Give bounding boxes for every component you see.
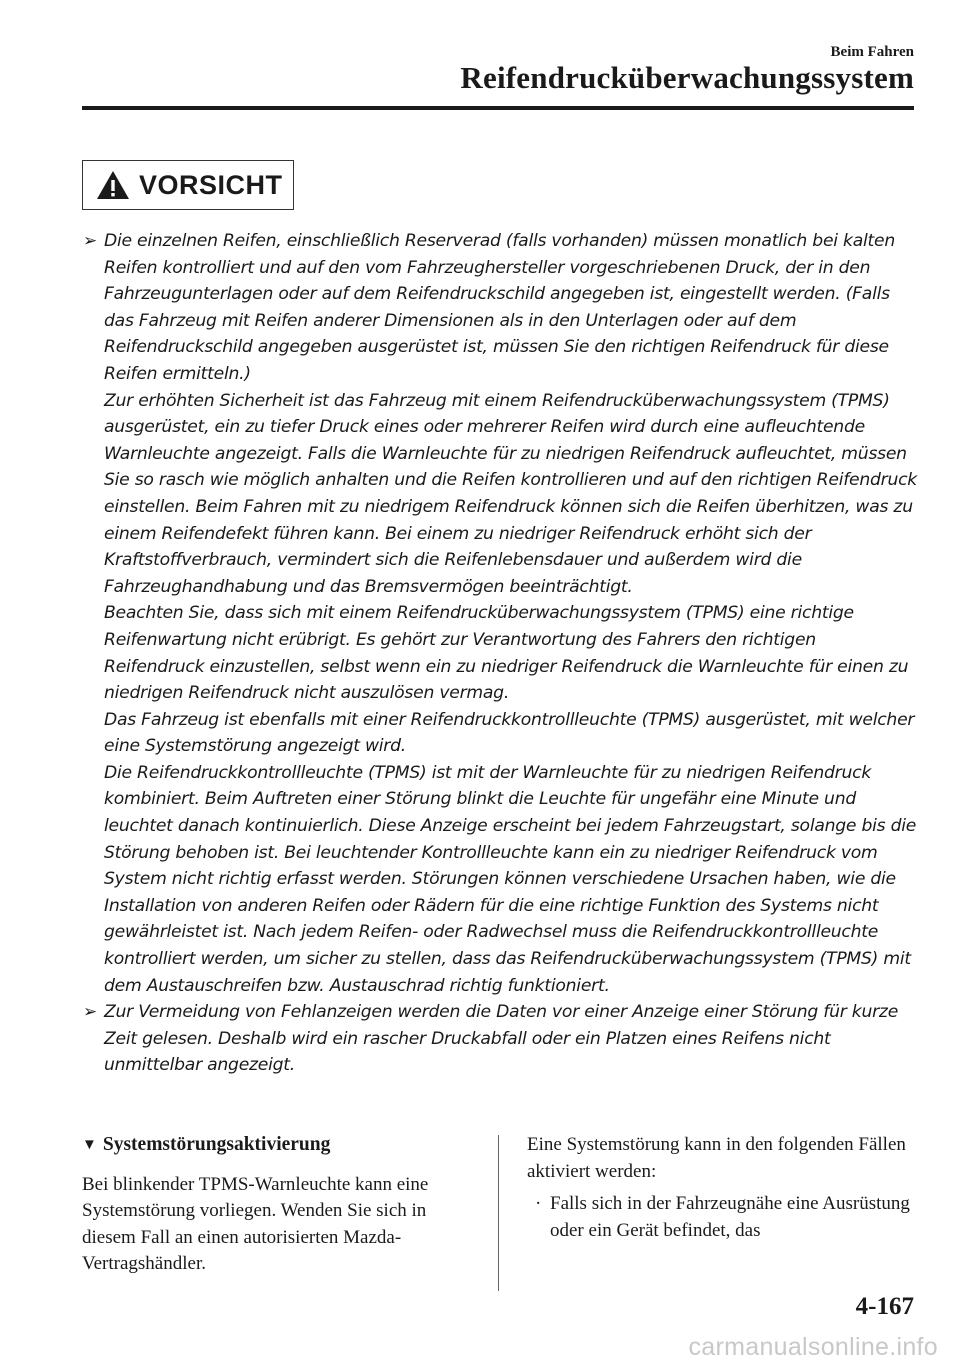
right-column <box>527 1132 919 1244</box>
caution-label: VORSICHT <box>139 169 283 200</box>
section-heading-text: Systemstörungsaktivierung <box>102 1134 331 1155</box>
caution-bullet <box>82 999 918 1079</box>
caution-paragraph: Zur Vermeidung von Fehlanzeigen werden die Daten vor einer Anzeige einer Störung für kurze Zeit gelesen. Deshalb wird ein rascher Druckabfall oder ein Platzen eines Reifens nicht unmittelbar angezeigt. <box>104 1002 899 1076</box>
caution-bullet-list <box>82 228 918 1079</box>
header-divider <box>82 106 914 110</box>
dot-bullet-icon: · <box>535 1193 542 1214</box>
section-intro-text: Eine Systemstörung kann in den folgenden Fällen aktiviert werden: <box>527 1134 906 1182</box>
header-section-label: Beim Fahren <box>830 44 914 60</box>
column-divider <box>498 1135 499 1291</box>
warning-triangle-icon <box>95 169 131 201</box>
caution-box <box>82 160 294 210</box>
arrow-bullet-icon: ➢ <box>83 231 97 251</box>
page-title: Reifendrucküberwachungssystem <box>460 60 914 95</box>
caution-paragraph: Die Reifendruckkontrollleuchte (TPMS) ist mit der Warnleuchte für zu niedrigen Reifendruck kombiniert. Beim Auftreten einer Störung blinkt die Leuchte für ungefähr eine Minute und leuchtet danach kontinuierlich. Diese Anzeige erscheint bei jedem Fahrzeugstart, solange bis die Störung behoben ist. Bei leuchtender Kontrollleuchte kann ein zu niedriger Reifendruck vom System nicht richtig erfasst werden. Störungen können verschiedene Ursachen haben, wie die Installation von anderen Reifen oder Rädern für die eine richtige Funktion des Systems nicht gewährleistet ist. Nach jedem Reifen- oder Radwechsel muss die Reifendruckkontrollleuchte kontrolliert werden, um sicher zu stellen, dass das Reifendrucküberwachungssystem (TPMS) mit dem Austauschreifen bzw. Austauschrad richtig funktioniert. <box>104 762 917 996</box>
caution-bullet <box>82 228 918 999</box>
list-item-text: Falls sich in der Fahrzeugnähe eine Ausrüstung oder ein Gerät befindet, das <box>550 1193 910 1241</box>
caution-paragraph: Die einzelnen Reifen, einschließlich Reserverad (falls vorhanden) müssen monatlich bei kalten Reifen kontrolliert und auf den vom Fahrzeughersteller vorgeschriebenen Druck, der in den Fahrzeugunterlagen oder auf dem Reifendruckschild angegeben ist, eingestellt werden. (Falls das Fahrzeug mit Reifen anderer Dimensionen als in den Unterlagen oder auf dem Reifendruckschild angegeben ausgerüstet ist, müssen Sie den richtigen Reifendruck für diese Reifen ermitteln.) <box>104 231 895 384</box>
caution-paragraph: Das Fahrzeug ist ebenfalls mit einer Reifendruckkontrollleuchte (TPMS) ausgerüstet, mit welcher eine Systemstörung angezeigt wird. <box>104 709 915 757</box>
page-number: 4-167 <box>855 1293 914 1320</box>
section-heading <box>82 1132 482 1159</box>
left-column <box>82 1132 482 1278</box>
list-item <box>527 1191 919 1244</box>
caution-paragraph: Zur erhöhten Sicherheit ist das Fahrzeug mit einem Reifendrucküberwachungssystem (TPMS) ausgerüstet, ein zu tiefer Druck eines oder mehrerer Reifen wird durch eine aufleuchtende Warnleuchte angezeigt. Falls die Warnleuchte für zu niedrigen Reifendruck aufleuchtet, müssen Sie so rasch wie möglich anhalten und die Reifen kontrollieren und auf den richtigen Reifendruck einstellen. Beim Fahren mit zu niedrigem Reifendruck können sich die Reifen überhitzen, was zu einem Reifendefekt führen kann. Bei einem zu niedriger Reifendruck erhöht sich der Kraftstoffverbrauch, vermindert sich die Reifenlebensdauer und außerdem wird die Fahrzeughandhabung und das Bremsvermögen beeinträchtigt. <box>104 390 918 597</box>
arrow-bullet-icon: ➢ <box>83 1002 97 1023</box>
triangle-down-icon: ▼ <box>82 1137 97 1153</box>
watermark: carmanualsonline.info <box>688 1333 938 1361</box>
section-body-text: Bei blinkender TPMS-Warnleuchte kann eine Systemstörung vorliegen. Wenden Sie sich in diesem Fall an einen autorisierten Mazda-Vertragshändler. <box>82 1173 429 1274</box>
caution-paragraph: Beachten Sie, dass sich mit einem Reifendrucküberwachungssystem (TPMS) eine richtige Reifenwartung nicht erübrigt. Es gehört zur Verantwortung des Fahrers den richtigen Reifendruck einzustellen, selbst wenn ein zu niedriger Reifendruck die Warnleuchte für einen zu niedrigen Reifendruck nicht auszulösen vermag. <box>104 603 909 704</box>
